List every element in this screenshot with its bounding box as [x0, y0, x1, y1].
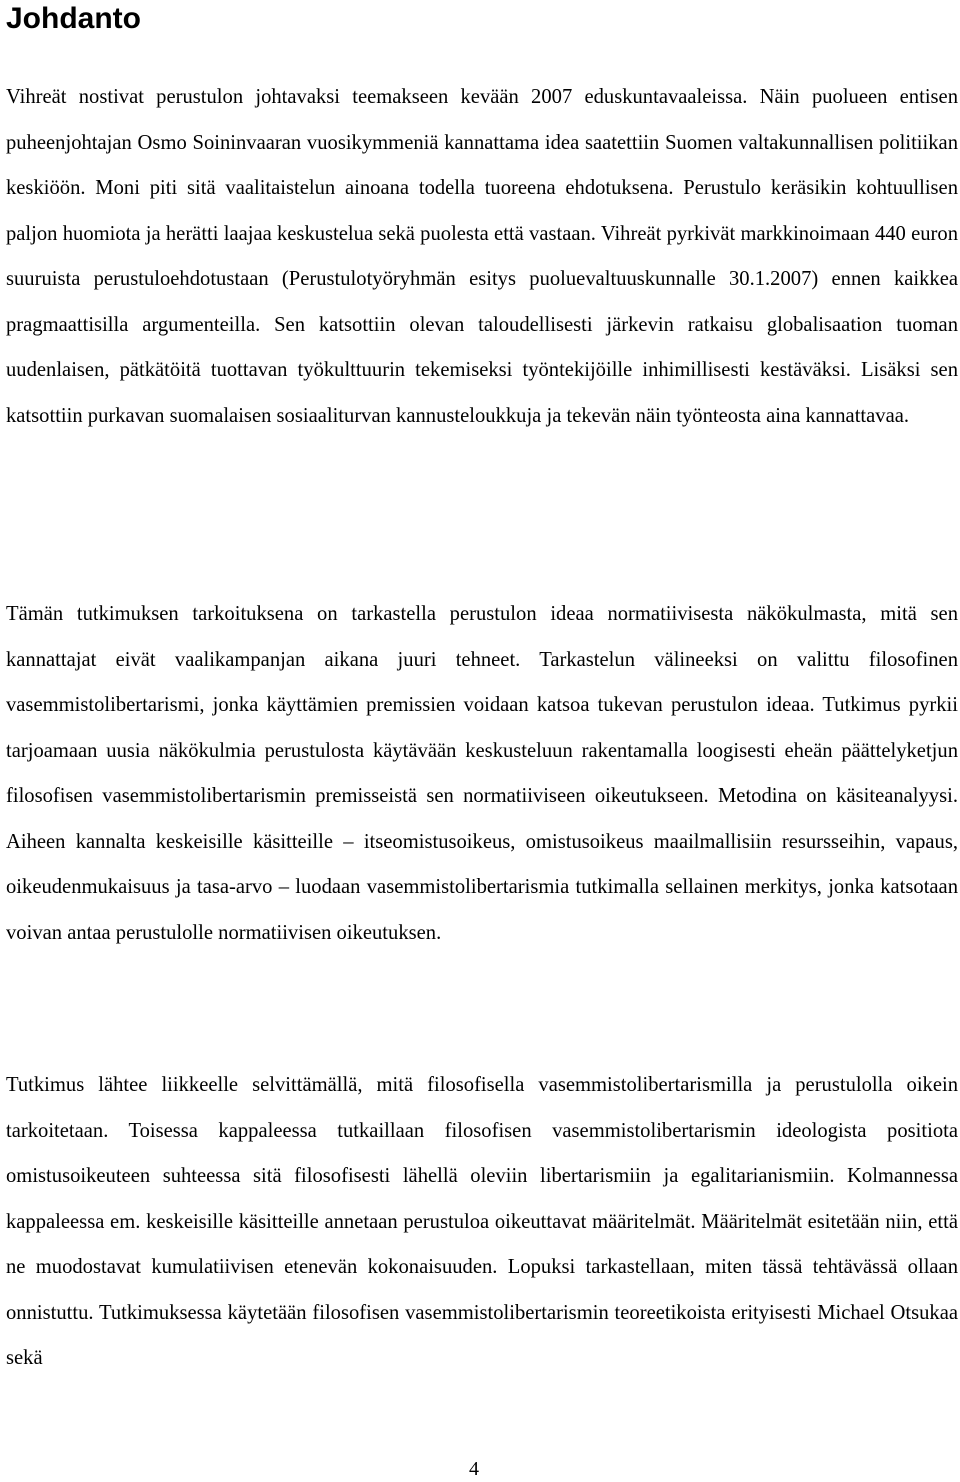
page-number: 4 [469, 1458, 479, 1480]
section-heading: Johdanto [6, 2, 141, 35]
paragraph-2: Tämän tutkimuksen tarkoituksena on tarkastella perustulon ideaa normatiivisesta näkökulmasta, mitä sen kannattajat eivät vaalikampanjan aikana juuri tehneet. Tarkastelun välineeksi on valittu filosofinen vasemmistolibertarismi, jonka käyttämien premissien voidaan katsoa tukevan perustulon ideaa. Tutkimus pyrkii tarjoamaan uusia näkökulmia perustulosta käytävään keskusteluun rakentamalla loogisesti eheän päättelyketjun filosofisen vasemmistolibertarismin premisseistä sen normatiiviseen oikeutukseen. Metodina on käsiteanalyysi. Aiheen kannalta keskeisille käsitteille – itseomistusoikeus, omistusoikeus maailmallisiin resursseihin, vapaus, oikeudenmukaisuus ja tasa-arvo – luodaan vasemmistolibertarismia tutkimalla sellainen merkitys, jonka katsotaan voivan antaa perustulolle normatiivisen oikeutuksen. [6, 603, 958, 944]
paragraph-3: Tutkimus lähtee liikkeelle selvittämällä, mitä filosofisella vasemmistolibertarismilla ja perustulolla oikein tarkoitetaan. Toisessa kappaleessa tutkaillaan filosofisen vasemmistolibertarismin ideologista positiota omistusoikeuteen suhteessa sitä filosofisesti lähellä oleviin libertarismiin ja egalitarianismiin. Kolmannessa kappaleessa em. keskeisille käsitteille annetaan perustuloa oikeuttavat määritelmät. Määritelmät esitetään niin, että ne muodostavat kumulatiivisen etenevän kokonaisuuden. Lopuksi tarkastellaan, miten tässä tehtävässä ollaan onnistuttu. Tutkimuksessa käytetään filosofisen vasemmistolibertarismin teoreetikoista erityisesti Michael Otsukaa sekä [6, 1074, 958, 1369]
document-page [6, 0, 958, 1369]
paragraph-1: Vihreät nostivat perustulon johtavaksi teemakseen kevään 2007 eduskuntavaaleissa. Näin puolueen entisen puheenjohtajan Osmo Soininvaaran vuosikymmeniä kannattama idea saatettiin Suomen valtakunnallisen politiikan keskiöön. Moni piti sitä vaalitaistelun ainoana todella tuoreena ehdotuksena. Perustulo keräsikin kohtuullisen paljon huomiota ja herätti laajaa keskustelua sekä puolesta että vastaan. Vihreät pyrkivät markkinoimaan 440 euron suuruista perustuloehdotustaan (Perustulotyöryhmän esitys puoluevaltuuskunnalle 30.1.2007) ennen kaikkea pragmaattisilla argumenteilla. Sen katsottiin olevan taloudellisesti järkevin ratkaisu globalisaation tuoman uudenlaisen, pätkätöitä tuottavan työkulttuurin tekemiseksi työntekijöille inhimillisesti kestäväksi. Lisäksi sen katsottiin purkavan suomalaisen sosiaaliturvan kannusteloukkuja ja tekevän näin työnteosta aina kannattavaa. [6, 86, 958, 427]
